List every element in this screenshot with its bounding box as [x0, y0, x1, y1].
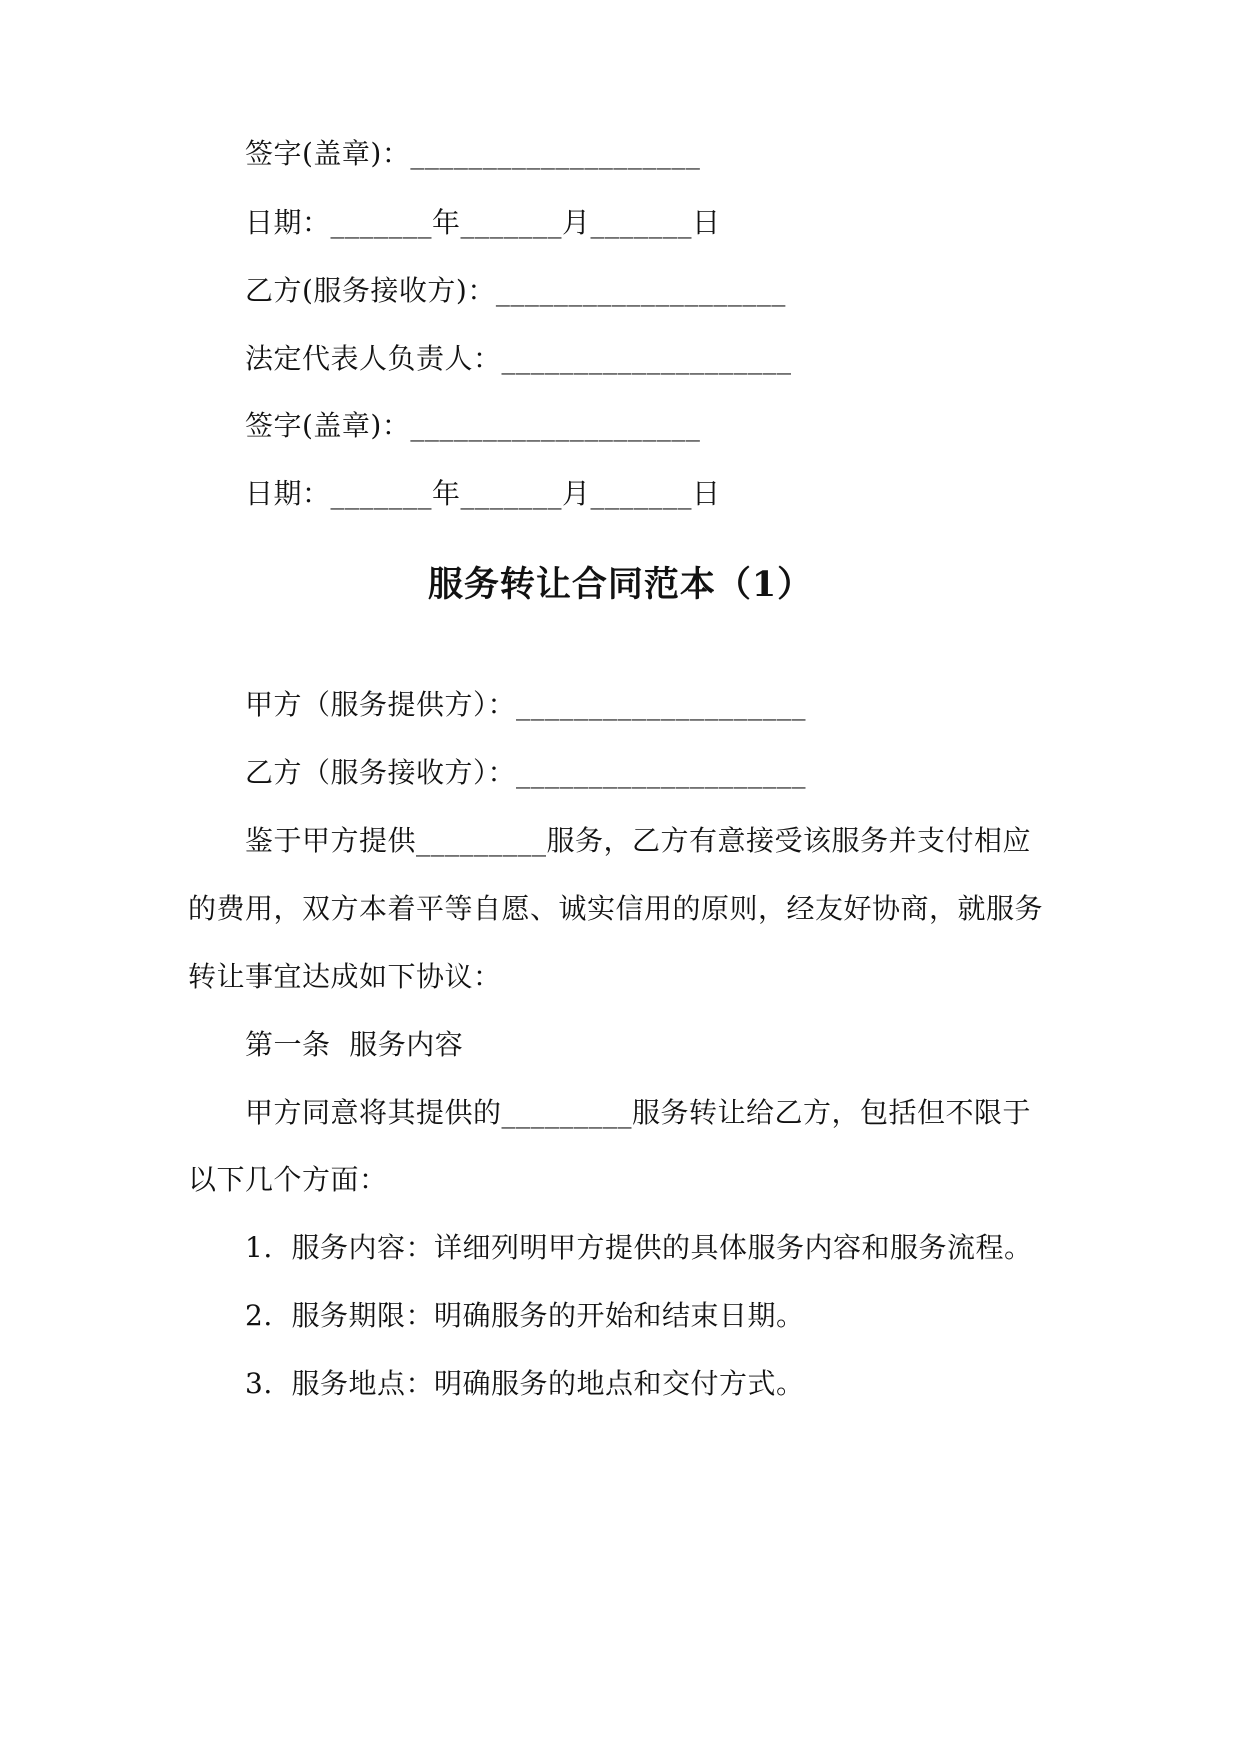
preamble-line-1: 鉴于甲方提供_________服务，乙方有意接受该服务并支付相应 [245, 824, 1032, 857]
date-line: 日期：_______年_______月_______日 [245, 206, 721, 239]
party-a-line: 甲方（服务提供方）：____________________ [245, 688, 807, 721]
signature-seal-line: 签字(盖章)：____________________ [245, 137, 701, 170]
signature-seal-line-2: 签字(盖章)：____________________ [245, 409, 701, 442]
list-item-service-content: 1. 服务内容：详细列明甲方提供的具体服务内容和服务流程。 [245, 1231, 1033, 1264]
preamble-line-3: 转让事宜达成如下协议： [188, 960, 502, 993]
list-item-service-period: 2. 服务期限：明确服务的开始和结束日期。 [245, 1299, 805, 1332]
article-1-body-line-2: 以下几个方面： [188, 1163, 388, 1196]
date-line-2: 日期：_______年_______月_______日 [245, 477, 721, 510]
contract-title: 服务转让合同范本（1） [427, 564, 814, 605]
article-1-heading: 第一条 服务内容 [245, 1028, 464, 1061]
preamble-line-2: 的费用，双方本着平等自愿、诚实信用的原则，经友好协商，就服务 [188, 892, 1044, 925]
article-1-body-line-1: 甲方同意将其提供的_________服务转让给乙方，包括但不限于 [245, 1096, 1032, 1129]
party-b-line: 乙方（服务接收方）：____________________ [245, 756, 807, 789]
list-item-service-location: 3. 服务地点：明确服务的地点和交付方式。 [245, 1367, 805, 1400]
party-b-recipient-line: 乙方(服务接收方)：____________________ [245, 274, 786, 307]
legal-representative-line: 法定代表人负责人：____________________ [245, 342, 792, 375]
